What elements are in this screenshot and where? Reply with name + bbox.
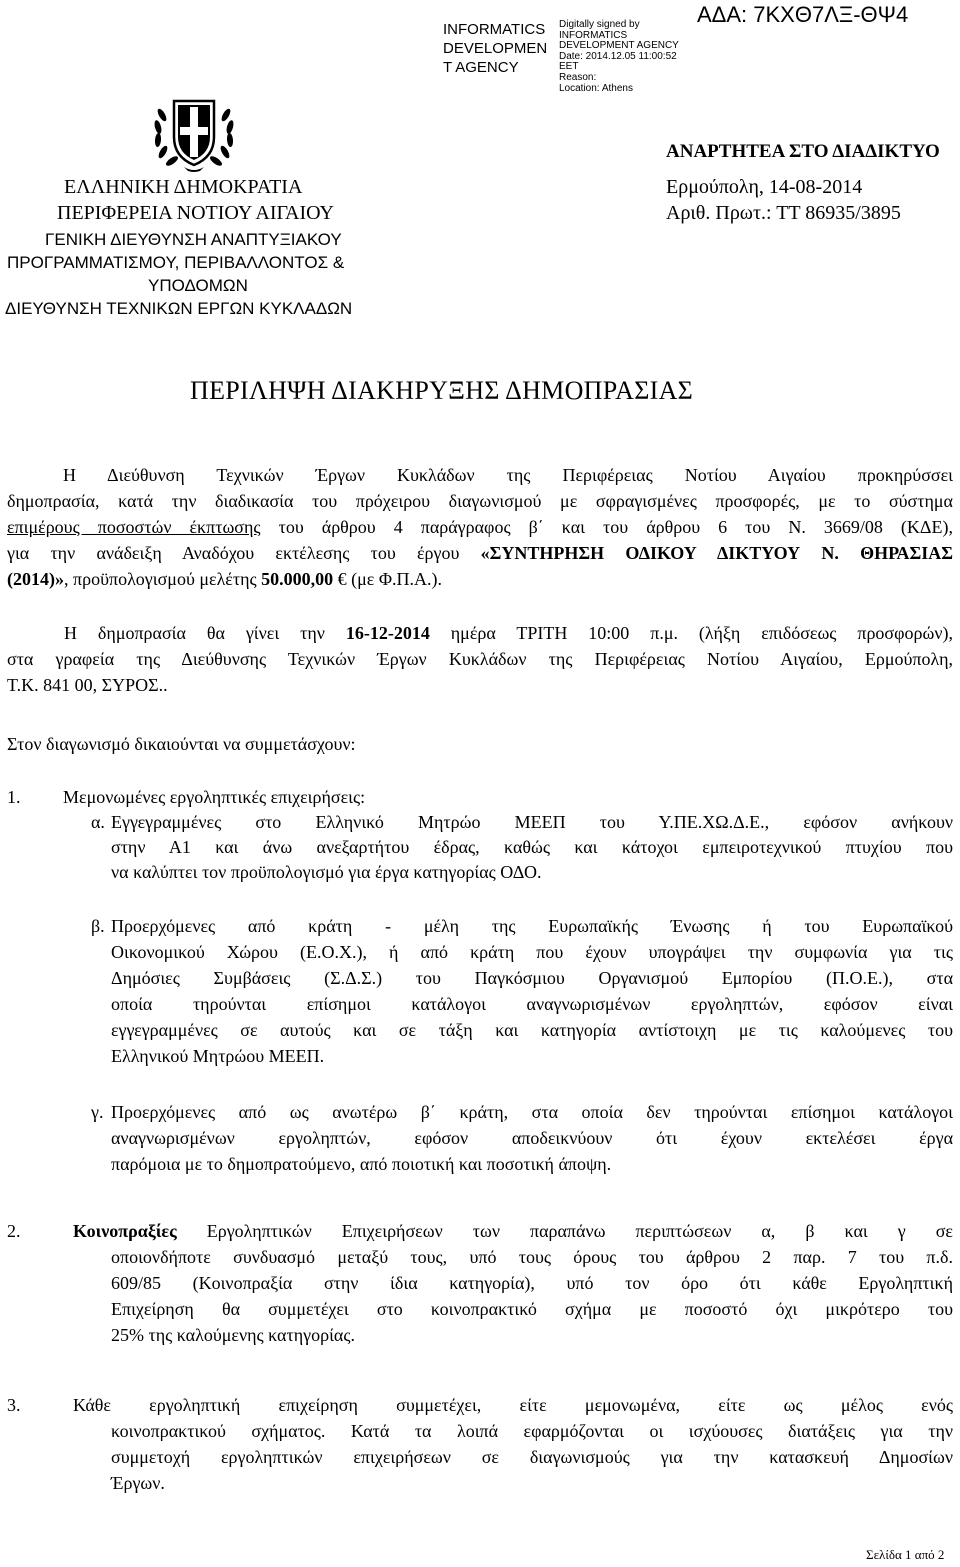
- signature-org: [443, 20, 547, 77]
- signature-line: Location: Athens: [559, 82, 633, 94]
- subitem-line: οποία τηρούνται επίσημοι κατάλογοι αναγνωρισμένων εργοληπτών, εφόσον είναι: [111, 994, 953, 1014]
- item-line: κοινοπρακτικού σχήματος. Κατά τα λοιπά εφαρμόζονται οι ισχύουσες διατάξεις για την: [111, 1421, 953, 1441]
- signature-details: [559, 20, 679, 94]
- item-line: 609/85 (Κοινοπραξία στην ίδια κατηγορία), υπό τον όρο ότι κάθε Εργοληπτική: [111, 1273, 953, 1293]
- subitem-line: εγγεγραμμένες σε αυτούς και σε τάξη και κατηγορία αντίστοιχη με τις καλούμενες του: [111, 1020, 953, 1040]
- signature-line: INFORMATICS: [559, 29, 628, 41]
- item-text: Εργοληπτικών Επιχειρήσεων των παραπάνω περιπτώσεων α, β και γ σε: [176, 1221, 953, 1241]
- auction-text: Η δημοπρασία θα γίνει την: [64, 623, 346, 643]
- budget-amount: 50.000,00: [261, 569, 334, 589]
- intro-text: του άρθρου 4 παράγραφος β΄ και του άρθρου 6 του Ν. 3669/08 (ΚΔΕ),: [260, 517, 953, 537]
- auction-line: στα γραφεία της Διεύθυνσης Τεχνικών Έργων Κυκλάδων της Περιφέρειας Νοτίου Αιγαίου, Ερμούπολη,: [7, 649, 953, 669]
- signature-org-line: T AGENCY: [443, 59, 519, 76]
- sender-directorate-line: ΠΡΟΓΡΑΜΜΑΤΙΣΜΟΥ, ΠΕΡΙΒΑΛΛΟΝΤΟΣ &: [7, 253, 345, 272]
- intro-line: [7, 542, 953, 564]
- signature-line: Reason:: [559, 71, 597, 83]
- subitem-line: Προερχόμενες από ως ανωτέρω β΄ κράτη, στα οποία δεν τηρούνται επίσημοι κατάλογοι: [111, 1102, 953, 1122]
- signature-org-line: INFORMATICS: [443, 21, 546, 38]
- intro-line: δημοπρασία, κατά την διαδικασία του πρόχειρου διαγωνισμού με σφραγισμένες προσφορές, με το σύστημα: [7, 491, 953, 511]
- subitem-line: παρόμοια με το δημοπρατούμενο, από ποιοτική και ποσοτική άποψη.: [111, 1154, 612, 1174]
- item-line: Κάθε εργοληπτική επιχείρηση συμμετέχει, είτε μεμονωμένα, είτε ως μέλος ενός: [73, 1395, 953, 1415]
- subitem-line: Ελληνικού Μητρώου ΜΕΕΠ.: [111, 1046, 325, 1066]
- item-number: 3.: [7, 1395, 21, 1415]
- item-line: Έργων.: [111, 1473, 165, 1493]
- signature-line: EET: [559, 61, 579, 73]
- place-date: Ερμούπολη, 14-08-2014: [666, 176, 863, 198]
- project-title: «ΣΥΝΤΗΡΗΣΗ ΟΔΙΚΟΥ ΔΙΚΤΥΟΥ Ν. ΘΗΡΑΣΙΑΣ: [480, 543, 953, 563]
- item-line: Επιχείρηση θα συμμετέχει στο κοινοπρακτικό σχήμα με ποσοστό όχι μικρότερο του: [111, 1299, 953, 1319]
- coat-of-arms-icon: [148, 93, 240, 173]
- subitem-label: α.: [91, 812, 105, 832]
- auction-date: 16-12-2014: [345, 623, 430, 643]
- subitem-line: Δημόσιες Συμβάσεις (Σ.Δ.Σ.) του Παγκόσμιου Οργανισμού Εμπορίου (Π.Ο.Ε.), στα: [111, 968, 953, 988]
- sender-region: ΠΕΡΙΦΕΡΕΙΑ ΝΟΤΙΟΥ ΑΙΓΑΙΟΥ: [57, 202, 334, 224]
- item-number: 2.: [7, 1221, 21, 1241]
- item-line: 25% της καλούμενης κατηγορίας.: [111, 1325, 355, 1345]
- subitem-line: στην Α1 και άνω ανεξαρτήτου έδρας, καθώς και κάτοχοι εμπειροτεχνικού πτυχίου που: [111, 837, 953, 857]
- signature-line: DEVELOPMENT AGENCY: [559, 40, 679, 52]
- intro-text: € (με Φ.Π.Α.).: [333, 569, 442, 589]
- intro-line: Η Διεύθυνση Τεχνικών Έργων Κυκλάδων της Περιφέρειας Νοτίου Αιγαίου προκηρύσσει: [63, 465, 953, 485]
- underlined-method: επιμέρους ποσοστών έκπτωσης: [7, 517, 261, 537]
- auction-line: Τ.Κ. 841 00, ΣΥΡΟΣ..: [7, 675, 168, 695]
- signature-line: Digitally signed by: [559, 19, 640, 30]
- auction-line: [64, 622, 953, 644]
- joint-ventures-term: Κοινοπραξίες: [73, 1221, 177, 1241]
- subitem-line: αναγνωρισμένων εργοληπτών, εφόσον αποδεικνύουν ότι έχουν εκτελέσει έργα: [111, 1128, 953, 1148]
- sender-country: ΕΛΛΗΝΙΚΗ ΔΗΜΟΚΡΑΤΙΑ: [64, 176, 303, 198]
- sender-department: ΔΙΕΥΘΥΝΣΗ ΤΕΧΝΙΚΩΝ ΕΡΓΩΝ ΚΥΚΛΑΔΩΝ: [5, 299, 353, 318]
- item-line: [73, 1220, 953, 1242]
- subitem-line: να καλύπτει τον προϋπολογισμό για έργα κατηγορίας ΟΔΟ.: [111, 862, 542, 882]
- subitem-line: Οικονομικού Χώρου (Ε.Ο.Χ.), ή από κράτη που έχουν υπογράψει την συμφωνία για τις: [111, 942, 953, 962]
- sender-directorate-line: ΥΠΟΔΟΜΩΝ: [148, 276, 248, 295]
- auction-text: ημέρα ΤΡΙΤΗ 10:00 π.μ. (λήξη επιδόσεως προσφορών),: [429, 623, 953, 643]
- subitem-line: Εγγεγραμμένες στο Ελληνικό Μητρώο ΜΕΕΠ του Υ.ΠΕ.ΧΩ.Δ.Ε., εφόσον ανήκουν: [111, 812, 953, 832]
- ada-number: ΑΔΑ: 7ΚΧΘ7ΛΞ-ΘΨ4: [697, 2, 909, 27]
- sender-directorate-line: ΓΕΝΙΚΗ ΔΙΕΥΘΥΝΣΗ ΑΝΑΠΤΥΞΙΑΚΟΥ: [45, 230, 342, 249]
- project-title: (2014)»: [7, 569, 64, 589]
- intro-line: [7, 568, 442, 590]
- signature-org-line: DEVELOPMEN: [443, 40, 548, 57]
- posting-note: ΑΝΑΡΤΗΤΕΑ ΣΤΟ ΔΙΑΔΙΚΤΥΟ: [666, 141, 940, 162]
- item-line: συμμετοχή εργοληπτικών επιχειρήσεων σε διαγωνισμούς για την κατασκευή Δημοσίων: [111, 1447, 953, 1467]
- subitem-label: β.: [91, 916, 105, 936]
- item-line: οποιονδήποτε συνδυασμό μεταξύ τους, υπό τους όρους του άρθρου 2 παρ. 7 του π.δ.: [111, 1247, 953, 1267]
- eligibility-heading: Στον διαγωνισμό δικαιούνται να συμμετάσχουν:: [7, 734, 356, 754]
- subitem-line: Προερχόμενες από κράτη - μέλη της Ευρωπαϊκής Ένωσης ή του Ευρωπαϊκού: [111, 916, 953, 936]
- item-number: 1.: [7, 787, 21, 807]
- page-number: Σελίδα 1 από 2: [866, 1547, 945, 1562]
- subitem-label: γ.: [91, 1102, 104, 1122]
- intro-text: για την ανάδειξη Αναδόχου εκτέλεσης του έργου: [7, 543, 481, 563]
- item-heading: Μεμονωμένες εργοληπτικές επιχειρήσεις:: [63, 787, 366, 807]
- signature-line: Date: 2014.12.05 11:00:52: [559, 50, 677, 62]
- intro-line: [7, 516, 953, 538]
- protocol-number: Αριθ. Πρωτ.: ΤΤ 86935/3895: [666, 202, 901, 224]
- page-title: ΠΕΡΙΛΗΨΗ ΔΙΑΚΗΡΥΞΗΣ ΔΗΜΟΠΡΑΣΙΑΣ: [190, 376, 694, 405]
- intro-text: , προϋπολογισμού μελέτης: [64, 569, 262, 589]
